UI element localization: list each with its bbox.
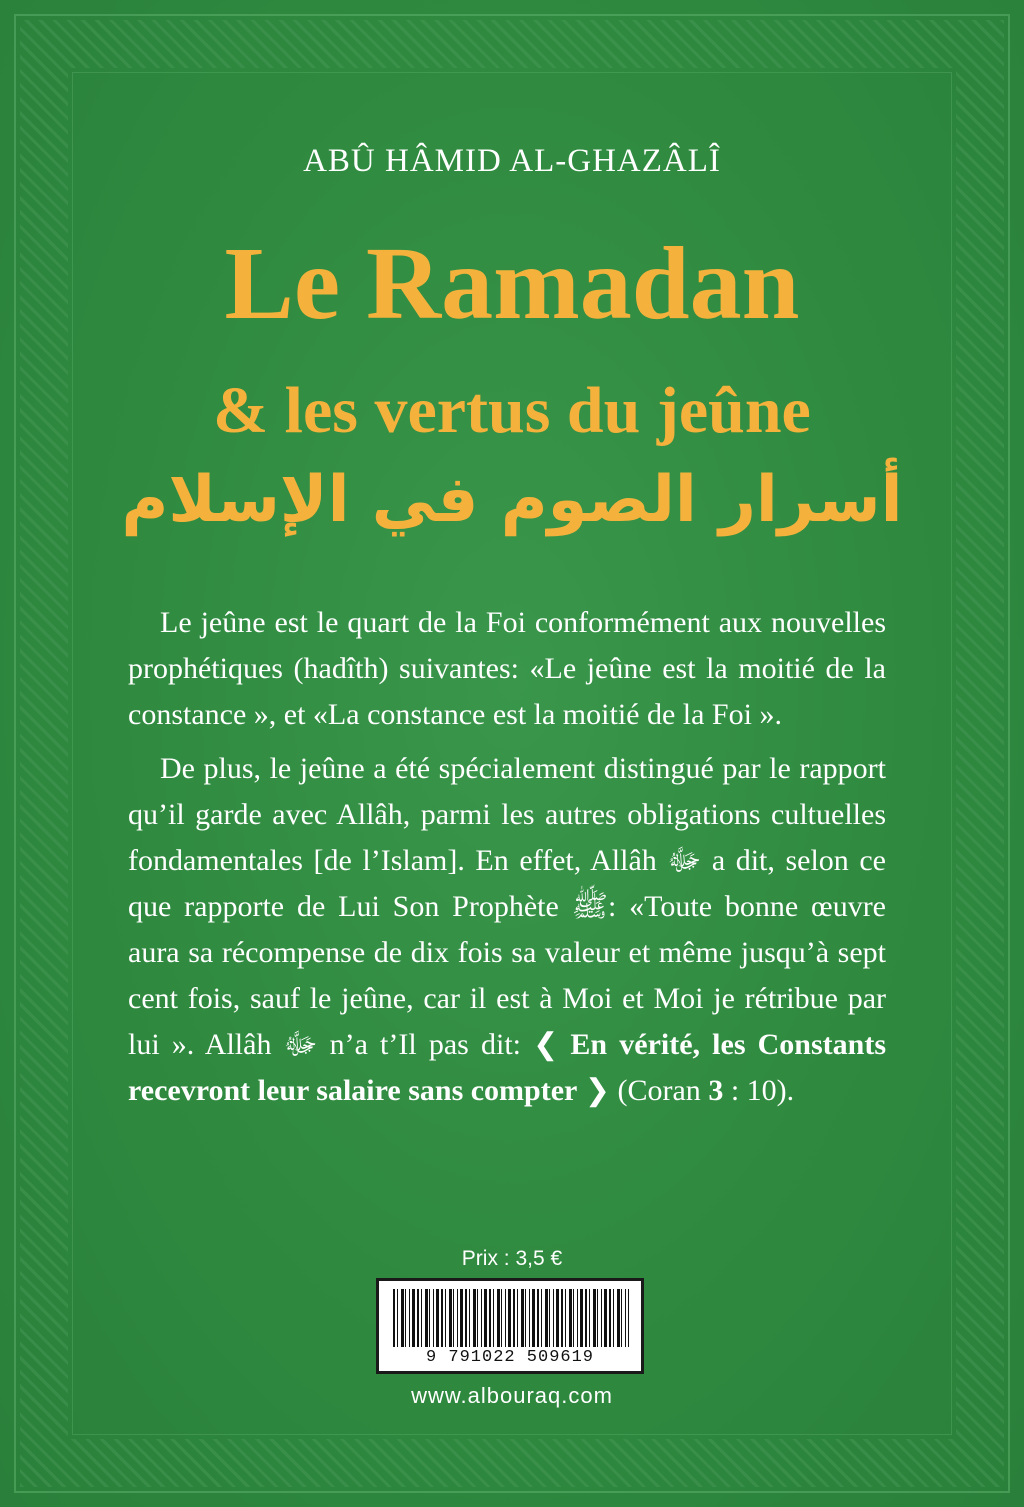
blurb [128, 600, 886, 1122]
quote-open-bracket: ❮ [533, 1028, 571, 1061]
blurb-paragraph-2 [128, 746, 886, 1114]
barcode-bars [393, 1289, 629, 1347]
quran-ref-prefix: (Coran [617, 1074, 709, 1107]
isbn-number: 9 791022 509619 [425, 1348, 595, 1367]
quran-quote: En vérité, les Constants recevront leur salaire sans compter [128, 1028, 887, 1107]
blurb-paragraph-2-text: De plus, le jeûne a été spécialement distingué par le rapport qu’il garde avec Allâh, parmi les autres obligations cultuelles fondamentales [de l’Islam]. En effet, Allâh ﷻ a dit, selon ce que rapporte de Lui Son Prophète ﷺ: «Toute bonne œuvre aura sa récompense de dix fois sa valeur et même jusqu’à sept cent fois, sauf le jeûne, car il est à Moi et Moi je rétribue par lui ». Allâh ﷻ n’a t’Il pas dit: [128, 752, 886, 1061]
price-label: Prix : 3,5 € [461, 1247, 563, 1270]
blurb-paragraph-1: Le jeûne est le quart de la Foi conformément aux nouvelles prophétiques (hadîth) suivantes: «Le jeûne est la moitié de la constance », et «La constance est la moitié de la Foi ». [128, 606, 886, 731]
publisher-website: www.albouraq.com [411, 1383, 613, 1408]
arabic-title: أسرار الصوم في الإسلام [121, 463, 903, 537]
quran-ref-surah: 3 [708, 1074, 724, 1107]
title-line-1: Le Ramadan [224, 226, 800, 341]
title-line-2: & les vertus du jeûne [213, 374, 811, 447]
quote-close-bracket: ❯ [577, 1074, 618, 1107]
author-name: ABÛ HÂMID AL-GHAZÂLÎ [303, 143, 721, 179]
quran-ref-suffix: : 10). [723, 1074, 795, 1107]
barcode [376, 1278, 644, 1374]
